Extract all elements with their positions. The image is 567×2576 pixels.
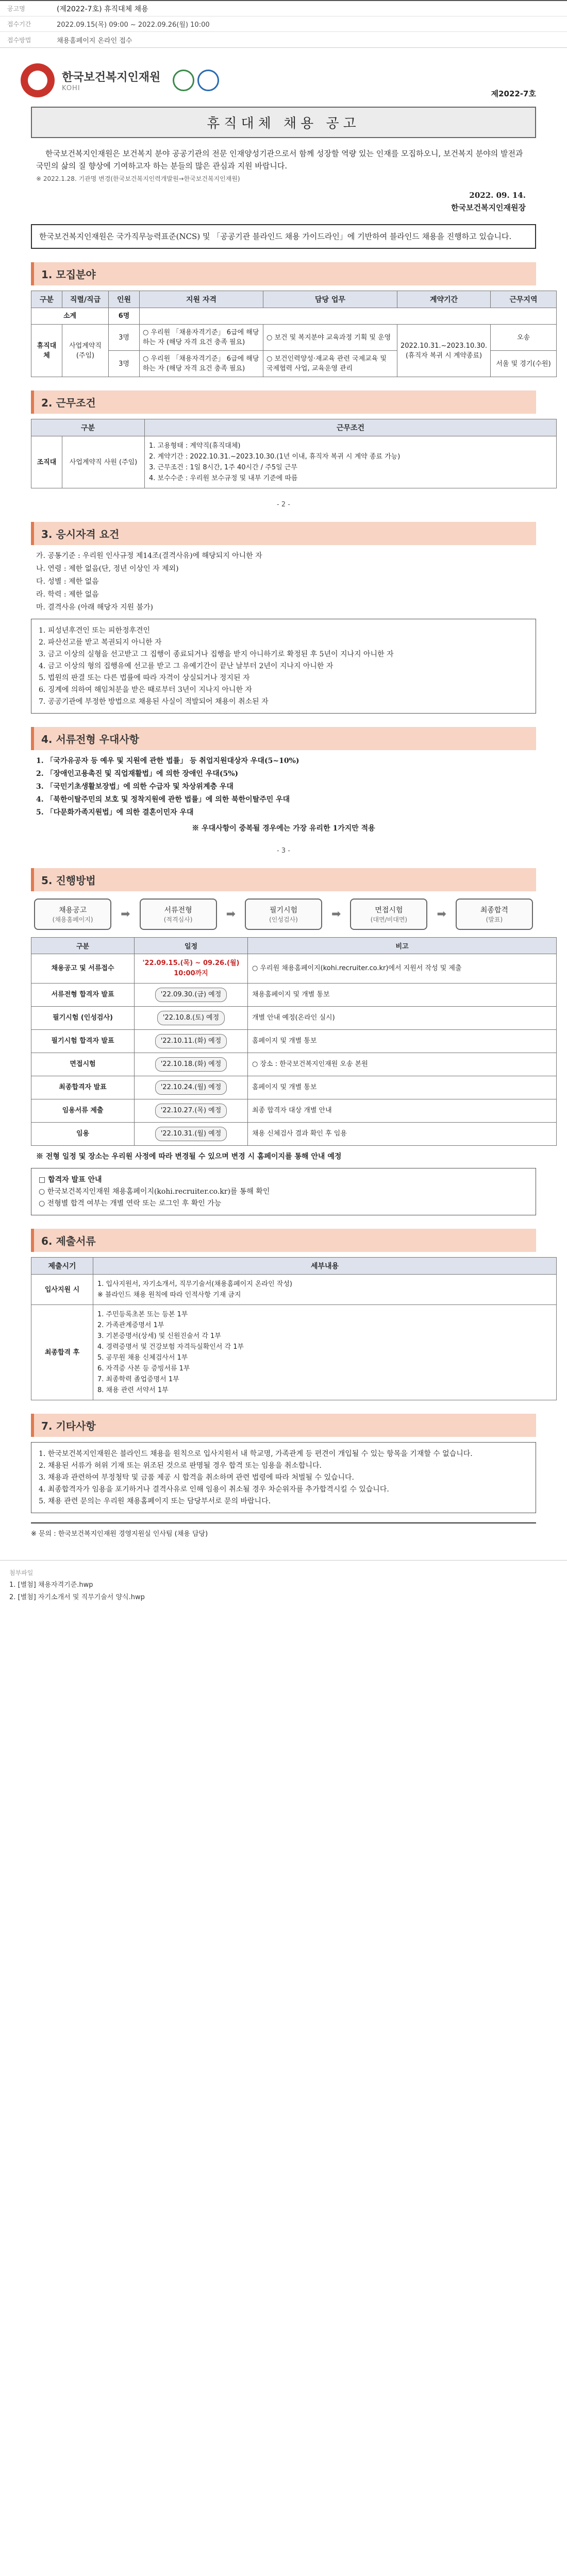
rename-note: ※ 2022.1.28. 기관명 변경(한국보건복지인력개발원→한국보건복지인재원) [36,175,240,182]
attachments [0,1560,567,1610]
sched-stage: 임용서류 제출 [31,1099,135,1123]
col-header: 근무조건 [145,419,557,436]
list-item: 2. 가족관계증명서 1부 [97,1321,164,1329]
process-step: 채용공고 (채용홈페이지) [34,899,111,930]
result-notice-box [31,1168,536,1215]
list-item: 1. 피성년후견인 또는 피한정후견인 [39,626,151,635]
row-region: 서울 및 경기(수원) [491,351,557,377]
meta-period-row [0,16,567,32]
list-item: 8. 채용 관련 서약서 1부 [97,1386,169,1394]
group-label: 휴직대체 [31,325,62,377]
list-item: 3. 「국민기초생활보장법」에 의한 수급자 및 차상위계층 우대 [36,783,234,791]
sched-stage: 임용 [31,1123,135,1146]
table-row [31,308,557,325]
org-name-en: KOHI [62,84,80,92]
sched-date: '22.10.18.(화) 예정 [155,1057,227,1072]
org-signature: 한국보건복지인재원장 [451,203,526,212]
attachment-link[interactable]: 2. [별첨] 자기소개서 및 직무기술서 양식.hwp [9,1594,145,1601]
meta-channel-key: 접수방법 [7,36,31,44]
col-header: 일정 [135,938,248,954]
list-item: 2. 계약기간 : 2022.10.31.~2023.10.30.(1년 이내, 휴직자 복귀 시 계약 종료 가능) [149,453,401,461]
list-item: 1. 입사지원서, 자기소개서, 직무기술서(채용홈페이지 온라인 작성) [97,1280,292,1288]
list-item: 다. 성별 : 제한 없음 [36,578,99,586]
col-header: 구분 [31,419,145,436]
process-flow [31,899,536,930]
sched-date: '22.09.30.(금) 예정 [155,988,227,1002]
sched-stage: 필기시험 합격자 발표 [31,1030,135,1053]
cert-badge-icon [197,70,219,91]
list-item: 7. 공공기관에 부정한 방법으로 채용된 사실이 적발되어 채용이 취소된 자 [39,698,269,706]
row-region: 오송 [491,325,557,351]
list-item: 5. 「다문화가족지원법」에 의한 결혼이민자 우대 [36,808,194,817]
schedule-note: ※ 전형 일정 및 장소는 우리원 사정에 따라 변경될 수 있으며 변경 시 홈페이지를 통해 안내 예정 [36,1153,342,1161]
process-step: 면접시험 (대면/비대면) [350,899,427,930]
col-header: 구분 [31,938,135,954]
section-preferences: 4. 서류전형 우대사항 [31,727,536,750]
table-row [31,1099,557,1123]
section-process: 5. 진행방법 [31,868,536,891]
eligibility-text [36,550,531,614]
doc-number: 제2022-7호 [491,89,536,98]
meta-channel: 채용홈페이지 온라인 접수 [57,37,132,45]
attachment-link[interactable]: 1. [별첨] 채용자격기준.hwp [9,1581,93,1589]
list-item: 가. 공통기준 : 우리원 인사규정 제14조(결격사유)에 해당되지 아니한 자 [36,552,262,560]
list-item: 2. 채용된 서류가 허위 기재 또는 위조된 것으로 판명될 경우 합격 또는 임용을 취소합니다. [39,1462,322,1470]
list-item: 4. 보수수준 : 우리원 보수규정 및 내부 기준에 따름 [149,474,298,482]
col-header: 인원 [109,291,140,308]
row-duty: ○ 보건인력양성·재교육 관련 국제교육 및 국제협력 사업, 교육운영 관리 [263,351,397,377]
list-item: 2. 「장애인고용촉진 및 직업재활법」에 의한 장애인 우대(5%) [36,770,239,778]
etc-box [31,1442,536,1513]
arrow-right-icon: ➡ [121,908,130,921]
arrow-right-icon: ➡ [437,908,446,921]
col-header: 제출시기 [31,1258,93,1275]
sched-date: '22.10.31.(월) 예정 [155,1127,227,1141]
doc-stage: 입사지원 시 [31,1275,93,1305]
sched-date: '22.10.24.(월) 예정 [155,1080,227,1095]
col-header: 담당 업무 [263,291,397,308]
recruitment-table [31,291,557,377]
sched-date: '22.10.8.(토) 예정 [157,1011,225,1025]
col-header: 세부내용 [93,1258,557,1275]
table-row [31,1305,557,1400]
row-duty: ○ 보건 및 복지분야 교육과정 기획 및 운영 [263,325,397,351]
list-item: 2. 파산선고를 받고 복권되지 아니한 자 [39,638,162,647]
table-row [31,954,557,984]
cond-items [145,436,557,488]
arrow-right-icon: ➡ [331,908,341,921]
sched-stage: 채용공고 및 서류접수 [31,954,135,984]
section-recruitment: 1. 모집분야 [31,262,536,285]
row-qual: ○ 우리원 「채용자격기준」 6급에 해당하는 자 (해당 자격 요건 충족 필요) [140,351,263,377]
preferences-text [36,755,531,835]
notice-meta [0,0,567,48]
list-item: 7. 최종학력 졸업증명서 1부 [97,1376,179,1383]
page-number: - 2 - [277,501,290,509]
col-header: 계약기간 [397,291,491,308]
attachments-label: 첨부파일 [9,1569,34,1577]
doc-stage: 최종합격 후 [31,1305,93,1400]
org-logo [21,63,546,97]
doc-list [93,1305,557,1400]
list-item: 6. 징계에 의하여 해임처분을 받은 때로부터 3년이 지나지 아니한 자 [39,686,252,694]
section-conditions: 2. 근무조건 [31,391,536,414]
cert-badge-icon [173,70,194,91]
cert-badges [173,70,219,91]
cond-group: 조직대 [31,436,62,488]
list-item: 1. 한국보건복지인재원은 블라인드 채용을 원칙으로 입사지원서 내 학교명, 가족관계 등 편견이 개입될 수 있는 항목을 기재할 수 없습니다. [39,1450,473,1458]
table-row [31,984,557,1007]
col-header: 비고 [248,938,557,954]
sched-stage: 최종합격자 발표 [31,1076,135,1099]
sched-note: ○ 장소 : 한국보건복지인재원 오송 본원 [248,1053,557,1076]
list-item: 5. 채용 관련 문의는 우리원 채용홈페이지 또는 담당부서로 문의 바랍니다. [39,1497,271,1505]
col-header: 직렬/직급 [62,291,109,308]
documents-table [31,1257,557,1400]
page-number: - 3 - [277,847,290,855]
section-eligibility: 3. 응시자격 요건 [31,522,536,545]
sched-date: '22.09.15.(목) ~ 09.26.(월) 10:00까지 [135,954,248,984]
list-item: 4. 금고 이상의 형의 집행유예 선고를 받고 그 유예기간이 끝난 날부터 2년이 지나지 아니한 자 [39,662,333,670]
meta-title-row [0,1,567,16]
list-item: 5. 공무원 채용 신체검사서 1부 [97,1354,188,1362]
sched-note: ○ 우리원 채용홈페이지(kohi.recruiter.co.kr)에서 지원서 작성 및 제출 [248,954,557,984]
list-item: ○ 전형별 합격 여부는 개별 연락 또는 로그인 후 확인 가능 [39,1199,222,1208]
list-item: 3. 채용과 관련하여 부정청탁 및 금품 제공 시 합격을 취소하며 관련 법령에 따라 처벌될 수 있습니다. [39,1473,354,1482]
list-item: 4. 최종합격자가 임용을 포기하거나 결격사유로 인해 임용이 취소될 경우 차순위자를 추가합격시킬 수 있습니다. [39,1485,389,1494]
table-row [31,1030,557,1053]
blind-hiring-notice: 한국보건복지인재원은 국가직무능력표준(NCS) 및 「공공기관 블라인드 채용 가이드라인」에 기반하여 블라인드 채용을 진행하고 있습니다. [31,224,536,249]
doc-list [93,1275,557,1305]
contact-note: ※ 문의 : 한국보건복지인재원 경영지원실 인사팀 (채용 담당) [31,1522,536,1539]
intro-text: 한국보건복지인재원은 보건복지 분야 공공기관의 전문 인재양성기관으로서 함께 성장할 역량 있는 인재를 모집하오니, 보건복지 분야의 발전과 국민의 삶의 질 향상에 기여하고자 하는 분들의 많은 관심과 지원 바랍니다. [36,149,523,171]
meta-period-key: 접수기간 [7,21,31,28]
list-item: 1. 「국가유공자 등 예우 및 지원에 관한 법률」 등 취업지원대상자 우대(5~10%) [36,757,299,765]
process-step: 필기시험 (인성검사) [245,899,322,930]
date-signature [21,189,526,214]
preferences-note: ※ 우대사항이 중복될 경우에는 가장 유리한 1가지만 적용 [192,824,375,833]
table-row [31,1275,557,1305]
notice-date: 2022. 09. 14. [469,191,526,200]
process-step: 최종합격 (발표) [456,899,533,930]
sched-note: 홈페이지 및 개별 통보 [248,1030,557,1053]
sched-note: 홈페이지 및 개별 통보 [248,1076,557,1099]
list-item: 5. 법원의 판결 또는 다른 법률에 따라 자격이 상실되거나 정지된 자 [39,674,250,682]
table-row [31,325,557,351]
table-row [31,1123,557,1146]
col-header: 지원 자격 [140,291,263,308]
list-item: □ 합격자 발표 안내 [39,1176,102,1184]
table-row [31,436,557,488]
meta-title-key: 공고명 [7,5,25,12]
list-item: 3. 금고 이상의 실형을 선고받고 그 집행이 종료되거나 집행을 받지 아니하기로 확정된 후 5년이 지나지 아니한 자 [39,650,394,658]
list-item: 마. 결격사유 (아래 해당자 지원 불가) [36,603,153,612]
kohi-logo-icon [21,63,55,97]
doc-title: 휴직대체 채용 공고 [31,107,536,138]
subtotal-count: 6명 [109,308,140,325]
subtotal-label: 소계 [31,308,109,325]
conditions-table [31,419,557,488]
list-item: 3. 기본증명서(상세) 및 신원진술서 각 1부 [97,1332,221,1340]
meta-channel-row [0,32,567,47]
disqualification-box [31,619,536,714]
table-row [31,1053,557,1076]
list-item: 4. 경력증명서 및 건강보험 자격득실확인서 각 1부 [97,1343,244,1351]
list-item: 3. 근무조건 : 1일 8시간, 1주 40시간 / 주5일 근무 [149,464,297,471]
rank-label: 사업계약직(주임) [62,325,109,377]
sched-stage: 서류전형 합격자 발표 [31,984,135,1007]
notice-document [0,48,567,1560]
row-qual: ○ 우리원 「채용자격기준」 6급에 해당하는 자 (해당 자격 요건 충족 필요) [140,325,263,351]
section-etc: 7. 기타사항 [31,1414,536,1437]
list-item: 1. 고용형태 : 계약직(휴직대체) [149,442,241,450]
sched-note: 채용 신체검사 결과 확인 후 임용 [248,1123,557,1146]
list-item: 6. 자격증 사본 등 증빙서류 1부 [97,1365,190,1372]
process-step: 서류전형 (적격심사) [140,899,217,930]
list-item: 나. 연령 : 제한 없음(단, 정년 이상인 자 제외) [36,565,179,573]
row-count: 3명 [109,325,140,351]
schedule-table [31,937,557,1146]
table-row [31,1076,557,1099]
row-period: 2022.10.31.~2023.10.30.(휴직자 복귀 시 계약종료) [397,325,491,377]
list-item: 1. 주민등록초본 또는 등본 1부 [97,1311,188,1318]
list-item: ※ 블라인드 채용 원칙에 따라 인적사항 기재 금지 [97,1291,241,1299]
col-header: 근무지역 [491,291,557,308]
cond-sub: 사업계약직 사원 (주임) [62,436,145,488]
col-header: 구분 [31,291,62,308]
meta-period: 2022.09.15(목) 09:00 ~ 2022.09.26(월) 10:00 [57,21,210,29]
sched-note: 개별 안내 예정(온라인 실시) [248,1007,557,1030]
org-name-ko: 한국보건복지인재원 [62,71,161,84]
section-documents: 6. 제출서류 [31,1229,536,1252]
sched-note: 최종 합격자 대상 개별 안내 [248,1099,557,1123]
table-row [31,1007,557,1030]
list-item: 4. 「북한이탈주민의 보호 및 정착지원에 관한 법률」에 의한 북한이탈주민 우대 [36,795,290,804]
sched-note: 채용홈페이지 및 개별 통보 [248,984,557,1007]
row-count: 3명 [109,351,140,377]
list-item: ○ 한국보건복지인재원 채용홈페이지(kohi.recruiter.co.kr)를 통해 확인 [39,1188,270,1196]
sched-date: '22.10.11.(화) 예정 [155,1034,227,1048]
arrow-right-icon: ➡ [226,908,236,921]
list-item: 라. 학력 : 제한 없음 [36,590,99,599]
meta-title: (제2022-7호) 휴직대체 채용 [57,5,148,13]
sched-date: '22.10.27.(목) 예정 [155,1104,227,1118]
sched-stage: 면접시험 [31,1053,135,1076]
sched-stage: 필기시험 (인성검사) [31,1007,135,1030]
